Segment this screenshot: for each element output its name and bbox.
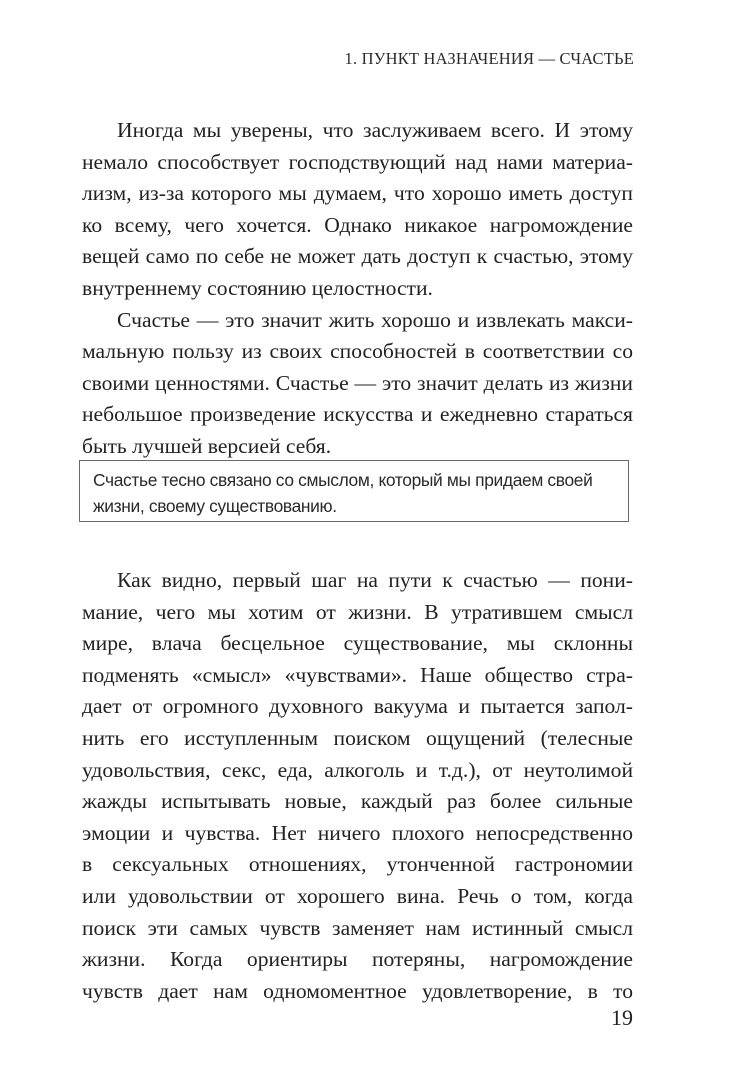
paragraph-line: дает от огромного духовного вакуума и пытается запол- [82,694,633,719]
paragraph-line: в сексуальных отношениях, утонченной гастрономии [82,852,633,877]
paragraph-line: вещей само по себе не может дать доступ к счастью, этому [82,244,633,269]
paragraph-line: ко всему, чего хочется. Однако никакое нагромождение [82,212,633,237]
running-head: 1. ПУНКТ НАЗНАЧЕНИЯ — СЧАСТЬЕ [344,49,634,68]
callout-line: Счастье тесно связано со смыслом, который мы придаем своей [93,470,593,490]
page-number: 19 [611,1005,633,1030]
paragraph-line: поиск эти самых чувств заменяет нам истинный смысл [82,915,633,940]
paragraph-line: своими ценностями. Счастье — это значит делать из жизни [82,370,633,395]
paragraph-line: Как видно, первый шаг на пути к счастью — пони- [117,568,633,592]
paragraph-line: или удовольствии от хорошего вина. Речь о том, когда [82,883,633,908]
paragraph-line: Счастье — это значит жить хорошо и извлекать макси- [117,307,633,332]
paragraph-line: нить его исступленным поиском ощущений (телесные [82,725,633,750]
paragraph-line: эмоции и чувства. Нет ничего плохого непосредственно [82,820,633,845]
paragraph-line: чувств дает нам одномоментное удовлетворение, в то [82,978,633,1003]
paragraph-line: немало способствует господствующий над нами материа- [82,149,633,174]
callout-line: жизни, своему существованию. [93,496,337,516]
paragraph-line: быть лучшей версией себя. [82,433,332,458]
callout-box [79,460,629,522]
body-text-top [82,115,633,463]
paragraph-line: небольшое произведение искусства и ежедневно стараться [82,402,633,427]
paragraph-line: мание, чего мы хотим от жизни. В утратившем смысл [82,599,633,624]
paragraph-line: лизм, из-за которого мы думаем, что хорошо иметь доступ [82,181,633,206]
body-text-bottom [82,565,633,1007]
paragraph-line: Иногда мы уверены, что заслуживаем всего. И этому [117,118,633,142]
paragraph-line: жажды испытывать новые, каждый раз более сильные [82,789,633,814]
paragraph-line: мире, влача бесцельное существование, мы склонны [82,631,633,656]
paragraph-line: мальную пользу из своих способностей в соответствии со [82,339,633,364]
paragraph-line: подменять «смысл» «чувствами». Наше общество стра- [82,662,633,687]
paragraph-line: жизни. Когда ориентиры потеряны, нагромождение [82,947,633,972]
paragraph-line: удовольствия, секс, еда, алкоголь и т.д.), от неутолимой [82,757,633,782]
paragraph-line: внутреннему состоянию целостности. [82,275,433,300]
